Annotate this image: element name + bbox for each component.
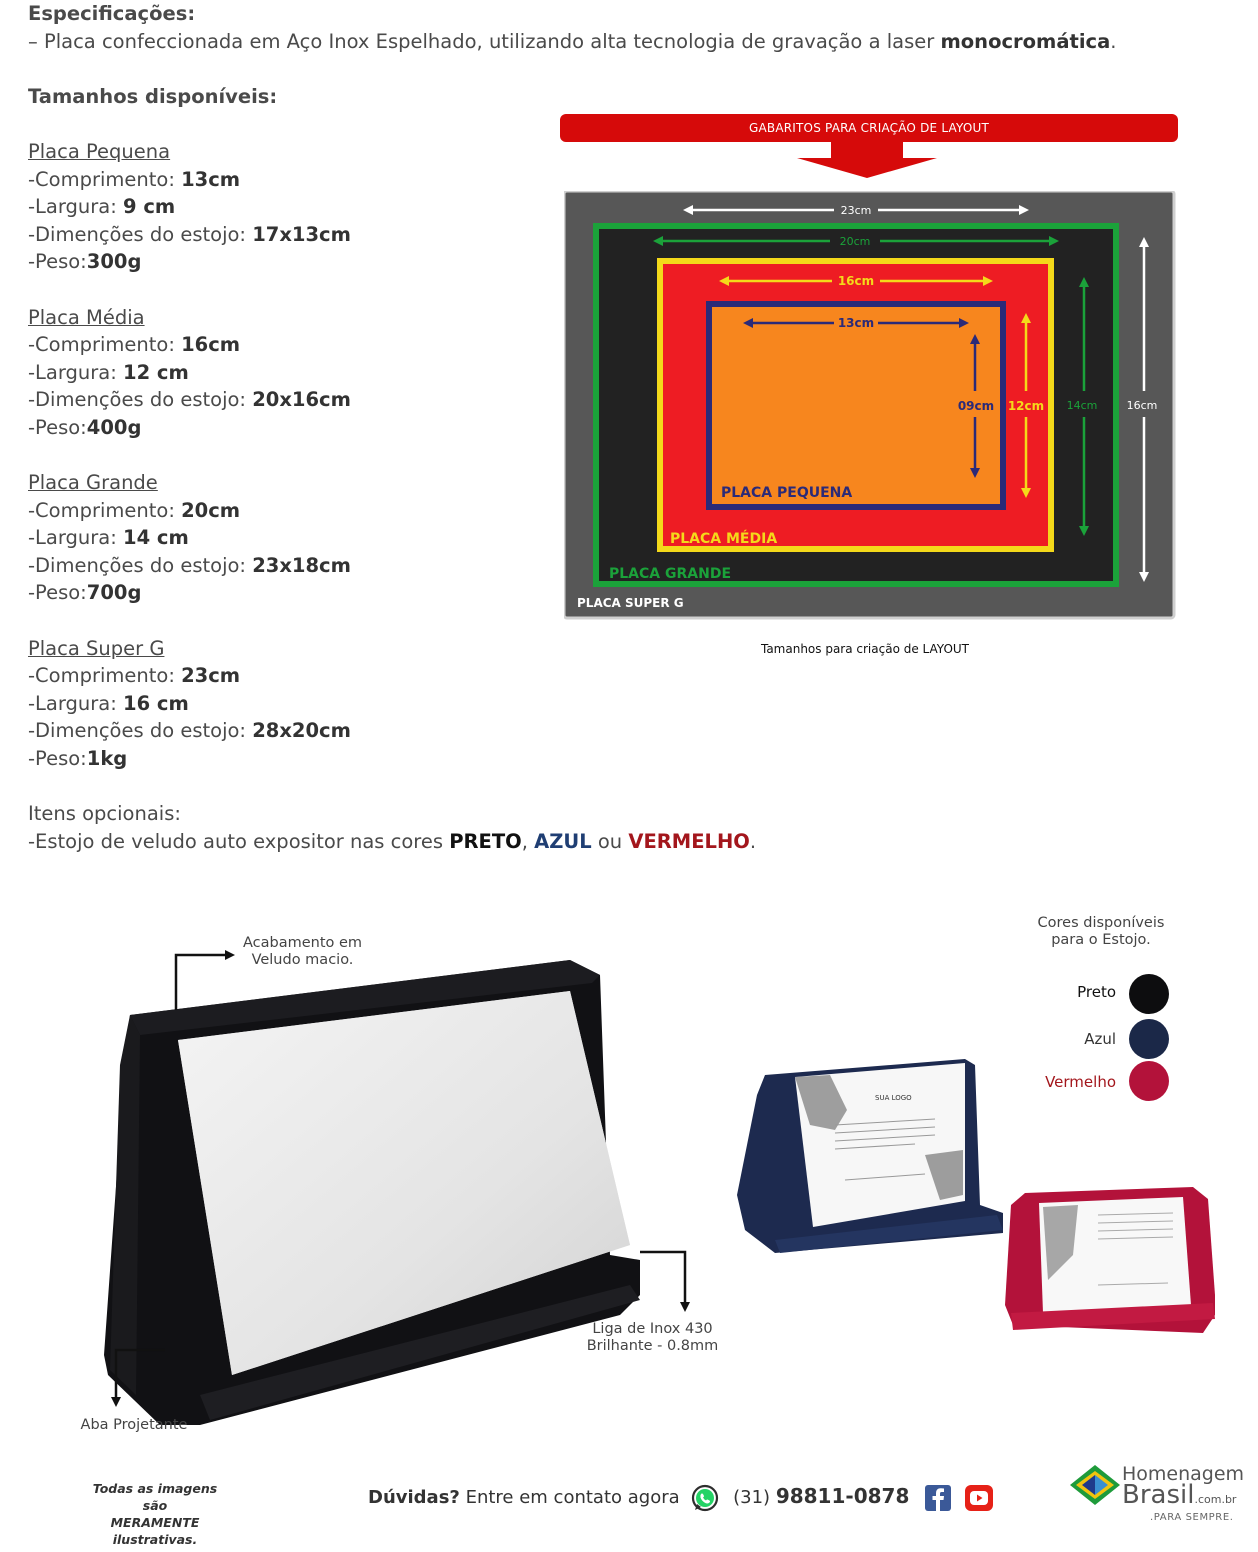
plate-peso: -Peso:700g [28,581,142,605]
plate-comprimento: -Comprimento: 13cm [28,167,241,191]
label-09cm: 09cm [957,399,995,413]
label-placa-pequena: PLACA PEQUENA [721,485,853,501]
phone-number[interactable]: 98811-0878 [775,1484,910,1508]
label-inox: Liga de Inox 430 Brilhante - 0.8mm [586,1321,719,1354]
specs-description-end: . [1110,29,1117,53]
specs-heading: Especificações: [28,2,196,25]
specs-description-bold: monocromática [940,29,1111,53]
diagram-caption: Tamanhos para criação de LAYOUT [760,642,970,656]
label-20cm: 20cm [839,235,871,248]
label-veludo: Acabamento em Veludo macio. [242,935,363,968]
facebook-icon[interactable] [925,1485,951,1511]
label-16cm-height: 16cm [1126,399,1158,412]
plate-largura: -Largura: 12 cm [28,360,189,384]
plate-peso: -Peso:300g [28,250,142,274]
plate-comprimento: -Comprimento: 20cm [28,498,241,522]
layout-size-diagram [564,191,1176,621]
plate-largura: -Largura: 9 cm [28,195,176,219]
label-placa-grande: PLACA GRANDE [609,566,732,582]
red-velvet-case [1003,1185,1218,1335]
label-aba-projetante: Aba Projetante [80,1417,188,1433]
plate-title: Placa Grande [28,471,158,495]
logo-text-brasil: Brasil.com.br [1122,1480,1237,1510]
plate-estojo: -Dimenções do estojo: 17x13cm [28,222,351,246]
homenagem-brasil-logo-icon [1070,1465,1120,1505]
youtube-icon[interactable] [965,1485,993,1511]
layout-banner: GABARITOS PARA CRIAÇÃO DE LAYOUT [560,114,1178,142]
optional-heading: Itens opcionais: [28,802,181,826]
plate-largura: -Largura: 14 cm [28,526,189,550]
plate-estojo: -Dimenções do estojo: 20x16cm [28,388,351,412]
disclaimer-note: Todas as imagens são MERAMENTE ilustrativas. [92,1481,218,1547]
plate-estojo: -Dimenções do estojo: 28x20cm [28,719,351,743]
down-arrow-icon [797,142,937,178]
plate-title: Placa Super G [28,636,165,660]
label-14cm: 14cm [1066,399,1098,412]
optional-line: -Estojo de veludo auto expositor nas cores PRETO, AZUL ou VERMELHO. [28,829,757,853]
label-13cm: 13cm [837,316,875,330]
swatch-label-azul: Azul [1084,1030,1116,1048]
label-16cm: 16cm [837,274,875,288]
contact-text: Entre em contato agora [459,1487,680,1508]
plate-peso: -Peso:1kg [28,747,128,771]
plate-peso: -Peso:400g [28,415,142,439]
contact-question: Dúvidas? [368,1487,460,1508]
whatsapp-icon[interactable] [691,1484,719,1512]
label-23cm: 23cm [840,204,872,217]
option-azul: AZUL [534,829,592,853]
plate-title: Placa Média [28,305,145,329]
specs-description-text: – Placa confeccionada em Aço Inox Espelhado, utilizando alta tecnologia de gravação a laser [28,29,941,53]
plate-largura: -Largura: 16 cm [28,691,189,715]
option-preto: PRETO [449,829,522,853]
swatch-preto[interactable] [1129,974,1169,1014]
logo-text-homenagem: Homenagem [1122,1463,1245,1485]
phone-area-code: (31) [733,1487,771,1508]
sizes-heading: Tamanhos disponíveis: [28,84,278,108]
plate-title: Placa Pequena [28,139,171,163]
contact-line [368,1484,993,1512]
specs-description [28,28,1128,56]
label-12cm: 12cm [1007,399,1045,413]
mini-logo: SUA LOGO [875,1094,912,1102]
label-placa-media: PLACA MÉDIA [670,531,778,547]
blue-velvet-case [735,1055,1010,1255]
option-vermelho: VERMELHO [628,829,750,853]
label-placa-superg: PLACA SUPER G [577,596,684,610]
swatch-label-vermelho: Vermelho [1045,1073,1116,1091]
colors-title: Cores disponíveis para o Estojo. [1037,915,1165,948]
plate-comprimento: -Comprimento: 23cm [28,664,241,688]
swatch-azul[interactable] [1129,1019,1169,1059]
swatch-vermelho[interactable] [1129,1061,1169,1101]
swatch-label-preto: Preto [1077,983,1116,1001]
plate-estojo: -Dimenções do estojo: 23x18cm [28,553,351,577]
logo-tagline: .PARA SEMPRE. [1150,1512,1234,1523]
plate-comprimento: -Comprimento: 16cm [28,333,241,357]
